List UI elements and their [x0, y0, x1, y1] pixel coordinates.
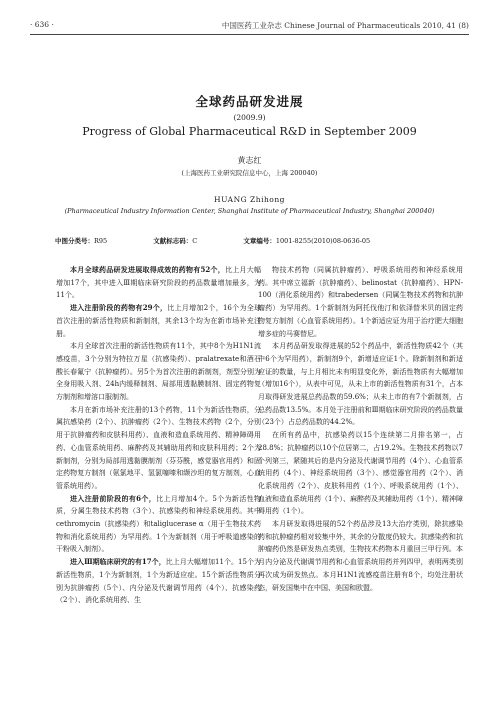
- paragraph-text: 比上月大幅增加17个，其中进入Ⅲ期临床研究阶段的药品数量增加最多，为11个。: [56, 266, 261, 300]
- affiliation-en: (Pharmaceutical Industry Information Center, Shanghai Institute of Pharmaceutical Industry, Shanghai 200040): [64, 207, 435, 215]
- article-issue: (2009.9): [233, 113, 266, 122]
- paragraph-text: 本月药品研发取得进展的52个药品中，新活性物质42个（其中6个为罕用药），新制剂9个，新增适应证1个。除新制剂和新适应证的数量，与上月相比未有明显变化外，新活性物质有大幅增加（增加16个），从表中可见，从未上市的新活性物质有31个，占本月取得研发进展总药品数的59.6%；从未上市的有7个新制剂，占总药品数13.5%。本月处于注册前和Ⅲ期临床研究阶段的药品数量（23个）占总药品数的44.2%。: [258, 342, 463, 427]
- article-title-en: Progress of Global Pharmaceutical R&D in September 2009: [82, 125, 417, 138]
- paragraph-text: 物技术药物（同属抗肿瘤药）、呼吸系统用药和神经系统用药。其中席立福新（抗肿瘤药）、belinostat（抗肿瘤药）、HPN-100（消化系统用药）和trabedersen（同属生物技术药物和抗肿瘤药）为罕用药。1个新制剂为阿托伐他汀和依泽替米贝的固定药物复方制剂（心血管系统用药）。1个新适应证为用于治疗肥大细胞增多症的马赛替尼。: [258, 266, 463, 338]
- page-number: · 636 ·: [30, 20, 54, 29]
- body-column-right: [258, 264, 463, 594]
- body-paragraph: [258, 264, 463, 340]
- body-paragraph: [258, 429, 463, 518]
- body-paragraph: [56, 264, 261, 302]
- body-paragraph: [258, 518, 463, 594]
- body-paragraph: [56, 340, 261, 404]
- journal-header: 中国医药工业杂志 Chinese Journal of Pharmaceuticals 2010, 41 (8): [221, 21, 469, 30]
- paragraph-lead: 进入Ⅲ期临床研究的有17个，: [70, 557, 166, 567]
- paragraph-text: 本月全球首次注册的新活性物质有11个，其中8个为H1N1流感疫苗，3个分别为特拉万星（抗感染药）、pralatrexate和酒石酸长春氟宁（抗肿瘤药）。另5个为首次注册的新制剂，剂型分别为全身用吸入剂、24h内缓释制剂、局部用透黏膜制剂、固定药物复方制剂和增溶口服制剂。: [56, 342, 261, 402]
- author-zh: 黄志红: [237, 156, 262, 165]
- paragraph-text: 本月在新市场补充注册的13个药物，11个为新活性物质，分属抗感染药（2个）、抗肿瘤药（2个）、生物技术药物（2个，分别用于抗肿瘤药和皮肤科用药）、血液和造血系统用药、精神障碍用药、心血管系统用药、麻醉药及其辅助用药和皮肤科用药；2个为新制剂，分别为局部用透黏膜制剂（芬芬酰，感觉器官用药）和固定药物复方制剂（氨氯地平、氢氯噻嗪和缬沙坦的复方制剂，心血管系统用药）。: [56, 405, 261, 490]
- running-header: [30, 20, 469, 32]
- document-code: 文献标志码：C: [153, 237, 198, 245]
- body-paragraph: [56, 302, 261, 340]
- body-paragraph: [56, 404, 261, 493]
- body-paragraph: [56, 493, 261, 557]
- body-column-left: [56, 264, 261, 607]
- author-en: HUANG Zhihong: [214, 195, 285, 204]
- paragraph-text: 在所有药品中，抗感染药以15个连续第二月排名第一，占28.8%；抗肿瘤药以10个位居第二，占19.2%。生物技术药物以7个列第三，紧随其后的是内分泌及代谢调节用药（4个）、心血管系统用药（4个）、神经系统用药（3个）、感觉器官用药（2个）、消化系统用药（2个）、皮肤科用药（1个）、呼吸系统用药（1个）、血液和造血系统用药（1个）、麻醉药及其辅助用药（1个）、精神障碍用药（1个）。: [258, 431, 463, 516]
- header-rule: [30, 34, 469, 35]
- paragraph-text: 比上月增加2个，16个为全球首次注册的新活性物质和新制剂，其余13个均为在新市场补充注册。: [56, 304, 261, 338]
- paragraph-text: 本月研发取得进展的52个药品涉及13大治疗类别，除抗感染药和抗肿瘤药相对较集中外，其余的分散度仍较大。抗感染药和抗肿瘤药仍然是研发热点类别，生物技术药物本月重回三甲行列。本月内分泌及代谢调节用药和心血管系统用药并列四甲，表明两类别再次成为研发热点。本月H1N1流感疫苗注册有8个，均处注册状态，研发国集中在中国、美国和欧盟。: [258, 520, 463, 592]
- paragraph-text: 比上月增加4个。5个为新活性物质，分属生物技术药物（3个）、抗感染药和神经系统用药。其中cethromycin（抗感染药）和taliglucerase α（用于生物技术药物和消化系统用药）为罕用药。1个为新制剂（用于呼吸道感染的干粉吸入制剂）。: [56, 494, 261, 554]
- paragraph-lead: 进入注册前阶段的有6个，: [70, 493, 157, 503]
- paragraph-lead: 本月全球药品研发进展取得成效的药物有52个，: [70, 265, 225, 274]
- article-id: 文章编号：1001-8255(2010)08-0636-05: [243, 237, 371, 245]
- article-metadata: [55, 236, 414, 245]
- body-paragraph: [56, 556, 261, 607]
- paragraph-lead: 进入注册阶段的药物有29个，: [70, 303, 168, 313]
- body-paragraph: [258, 340, 463, 429]
- paragraph-text: 比上月大幅增加11个。15个为新活性物质，1个为新制剂，1个为新适应症。15个新活性物质分别为抗肿瘤药（5个）、内分泌及代谢调节用药（4个）、抗感染药（2个）、消化系统用药、生: [56, 558, 261, 605]
- clc-number: 中图分类号：R95: [55, 237, 108, 245]
- affiliation-zh: (上海医药工业研究院信息中心，上海 200040): [181, 169, 318, 177]
- article-title-zh: 全球药品研发进展: [195, 94, 304, 109]
